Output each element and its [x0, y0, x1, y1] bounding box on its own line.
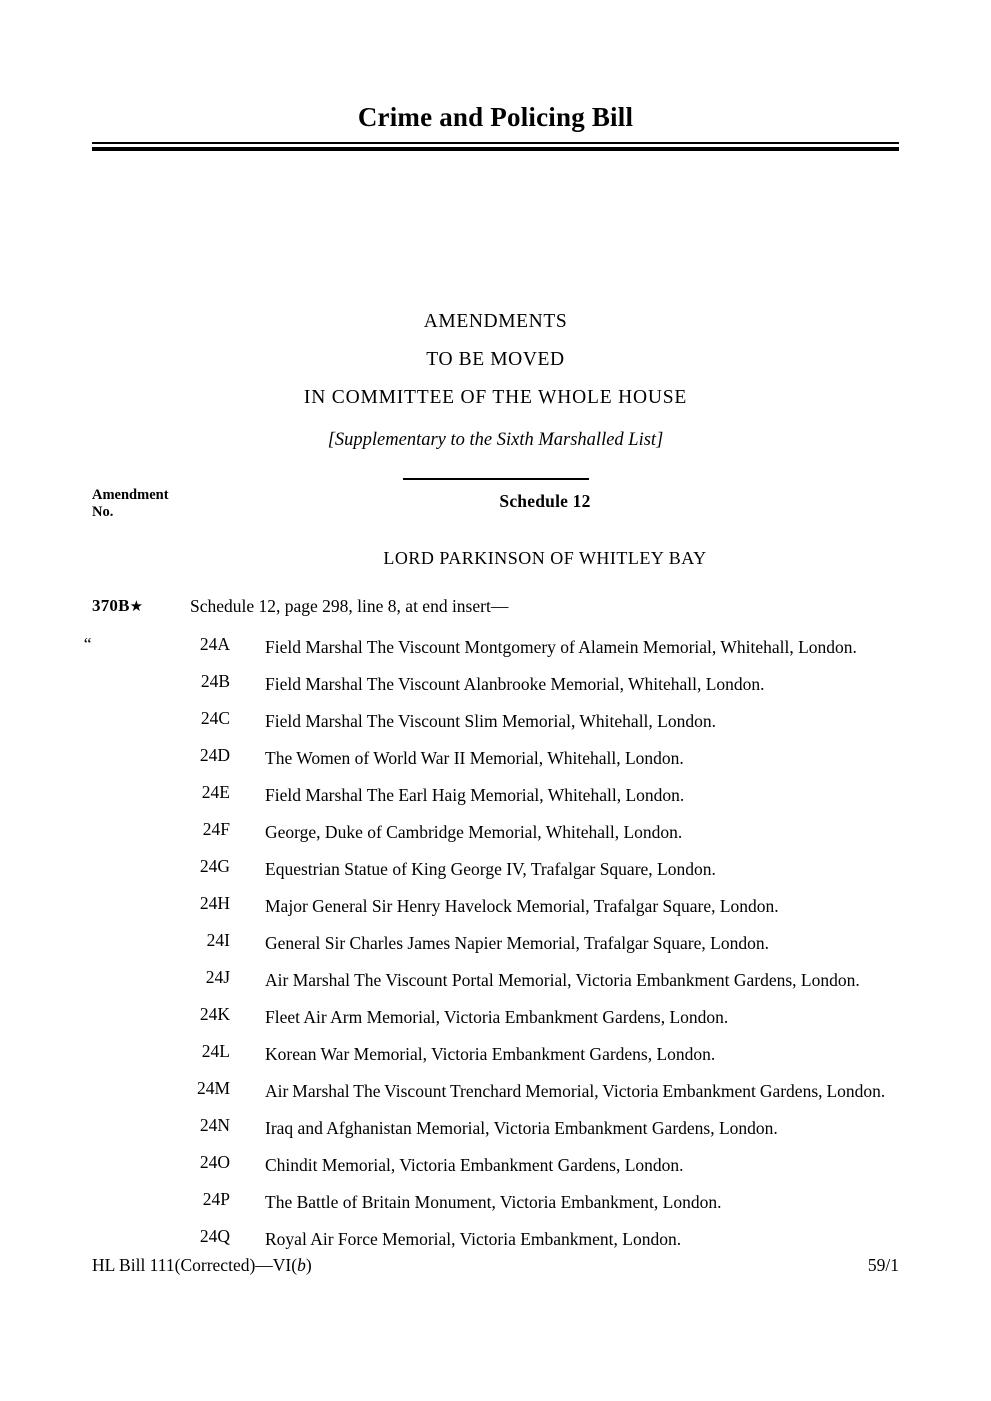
- entry-label-text: 24J: [205, 967, 230, 987]
- entry-text: The Women of World War II Memorial, Whitehall, London.: [265, 748, 684, 768]
- entry-text: Royal Air Force Memorial, Victoria Embankment, London.: [265, 1229, 682, 1249]
- heading-line-amendments: AMENDMENTS: [423, 311, 568, 332]
- entry-text: Air Marshal The Viscount Portal Memorial, Victoria Embankment Gardens, London.: [265, 970, 860, 990]
- entry-label: [92, 1041, 230, 1062]
- bill-reference-italic: b: [297, 1255, 306, 1275]
- entry-label: [92, 1189, 230, 1210]
- entry-label-text: 24N: [199, 1115, 230, 1135]
- bill-reference-prefix: HL Bill 111(Corrected)—VI(: [92, 1255, 298, 1275]
- entry-label-text: 24B: [200, 671, 230, 691]
- list-item: [92, 708, 900, 734]
- entry-label-text: 24H: [199, 893, 230, 913]
- entry-text: Field Marshal The Viscount Alanbrooke Memorial, Whitehall, London.: [265, 674, 765, 694]
- amendment-header-row: [92, 596, 900, 622]
- entry-label-text: 24L: [201, 1041, 230, 1061]
- entry-label-text: 24A: [199, 634, 230, 654]
- entry-label: [92, 708, 230, 729]
- entry-label-text: 24D: [199, 745, 230, 765]
- entry-text: Equestrian Statue of King George IV, Trafalgar Square, London.: [265, 859, 716, 879]
- list-item: [92, 1189, 900, 1215]
- entry-text: George, Duke of Cambridge Memorial, Whitehall, London.: [265, 822, 683, 842]
- amendment-sponsor: LORD PARKINSON OF WHITLEY BAY: [383, 548, 707, 568]
- entry-label: [92, 1115, 230, 1136]
- amendment-block: [83, 596, 900, 1252]
- open-quote-mark: “: [83, 634, 92, 654]
- masthead: [92, 100, 899, 151]
- list-item: [83, 634, 900, 660]
- list-item: [92, 930, 900, 956]
- list-item: [92, 1078, 900, 1104]
- page-footer: [92, 1255, 899, 1276]
- entry-text: Fleet Air Arm Memorial, Victoria Embankment Gardens, London.: [265, 1007, 729, 1027]
- inserted-entries-list: [83, 634, 900, 1252]
- entry-label-text: 24K: [199, 1004, 230, 1024]
- entry-label: [92, 671, 230, 692]
- amendment-no-label: Amendment No.: [92, 487, 169, 520]
- entry-text: Air Marshal The Viscount Trenchard Memorial, Victoria Embankment Gardens, London.: [265, 1081, 886, 1101]
- list-item: [92, 1115, 900, 1141]
- entry-label: [92, 1078, 230, 1099]
- list-item: [92, 745, 900, 771]
- entry-label: [92, 1226, 230, 1247]
- amendment-instruction: Schedule 12, page 298, line 8, at end insert—: [190, 596, 509, 616]
- entry-text: Field Marshal The Earl Haig Memorial, Whitehall, London.: [265, 785, 685, 805]
- entry-text: Field Marshal The Viscount Slim Memorial, Whitehall, London.: [265, 711, 716, 731]
- list-item: [92, 856, 900, 882]
- entry-label: [92, 819, 230, 840]
- entry-label-text: 24P: [202, 1189, 230, 1209]
- list-item: [92, 1041, 900, 1067]
- title-double-rule: [92, 142, 899, 151]
- list-item: [92, 671, 900, 697]
- entry-text: Field Marshal The Viscount Montgomery of Alamein Memorial, Whitehall, London.: [265, 637, 857, 657]
- heading-line-to-be-moved: TO BE MOVED: [426, 349, 565, 370]
- entry-label-text: 24M: [196, 1078, 230, 1098]
- list-item: [92, 1152, 900, 1178]
- entry-label-text: 24G: [199, 856, 230, 876]
- entry-label-text: 24I: [206, 930, 230, 950]
- list-item: [92, 1226, 900, 1252]
- heading-block: [92, 303, 899, 480]
- entry-label: [92, 967, 230, 988]
- list-item: [92, 967, 900, 993]
- entry-label-text: 24Q: [199, 1226, 230, 1246]
- entry-label: [92, 745, 230, 766]
- list-item: [92, 893, 900, 919]
- entry-label-text: 24E: [201, 782, 230, 802]
- entry-text: Iraq and Afghanistan Memorial, Victoria Embankment Gardens, London.: [265, 1118, 778, 1138]
- amendment-number-text: 370B: [92, 596, 130, 615]
- entry-label-text: 24C: [200, 708, 230, 728]
- bill-reference-suffix: ): [305, 1255, 312, 1275]
- entry-label-text: 24F: [202, 819, 230, 839]
- entry-label: [83, 634, 230, 655]
- entry-label: [92, 856, 230, 877]
- entry-text: Korean War Memorial, Victoria Embankment Gardens, London.: [265, 1044, 716, 1064]
- entry-label: [92, 930, 230, 951]
- list-item: [92, 1004, 900, 1030]
- page-number: 59/1: [867, 1255, 899, 1275]
- entry-label-text: 24O: [199, 1152, 230, 1172]
- heading-line-committee: IN COMMITTEE OF THE WHOLE HOUSE: [303, 387, 688, 408]
- entry-text: General Sir Charles James Napier Memorial, Trafalgar Square, London.: [265, 933, 769, 953]
- entry-text: Major General Sir Henry Havelock Memorial, Trafalgar Square, London.: [265, 896, 779, 916]
- section-divider-rule: [403, 478, 589, 480]
- heading-subtitle: [Supplementary to the Sixth Marshalled List]: [327, 430, 664, 450]
- entry-text: The Battle of Britain Monument, Victoria Embankment, London.: [265, 1192, 722, 1212]
- entry-label: [92, 782, 230, 803]
- star-icon: ★: [129, 599, 144, 615]
- entry-label: [92, 1004, 230, 1025]
- amendment-number: [92, 596, 143, 616]
- list-item: [92, 819, 900, 845]
- schedule-heading: Schedule 12: [499, 491, 591, 511]
- entry-label: [92, 893, 230, 914]
- entry-text: Chindit Memorial, Victoria Embankment Gardens, London.: [265, 1155, 684, 1175]
- page-title: Crime and Policing Bill: [357, 102, 634, 132]
- bill-reference: [92, 1255, 312, 1276]
- list-item: [92, 782, 900, 808]
- entry-label: [92, 1152, 230, 1173]
